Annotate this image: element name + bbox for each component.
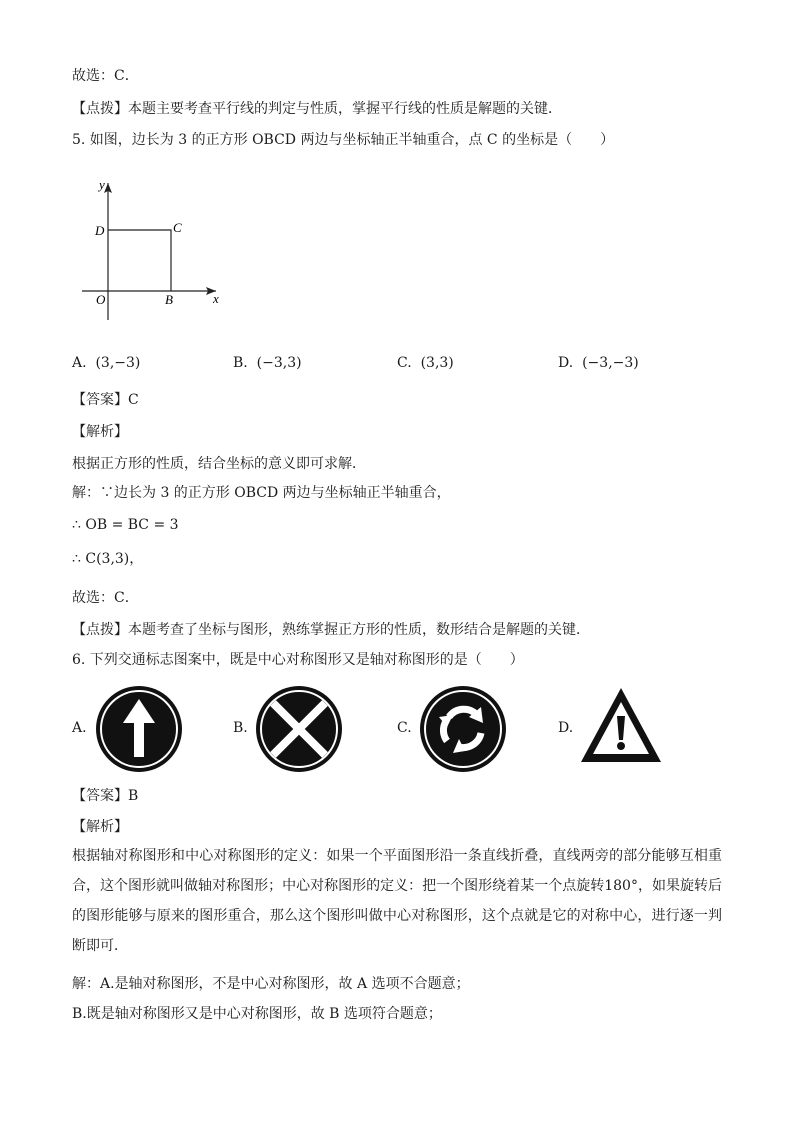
option-value: (−3,3)	[256, 355, 302, 371]
option-d	[558, 354, 639, 372]
answer-6: 【答案】B	[72, 788, 139, 804]
text-line: 解：A.是轴对称图形，不是中心对称图形，故 A 选项不合题意；	[72, 976, 470, 992]
text-line: ∴ C(3,3)，	[72, 551, 144, 567]
square-obcd	[108, 230, 171, 291]
analysis-heading: 【解析】	[72, 424, 128, 440]
label-x: x	[213, 291, 219, 306]
text-line: 解：∵边长为 3 的正方形 OBCD 两边与坐标轴正半轴重合，	[72, 485, 451, 501]
option-letter: A.	[72, 355, 87, 371]
option-letter: B.	[233, 355, 248, 371]
warning-exclamation-sign-icon	[579, 686, 663, 764]
text-line: 【点拨】本题主要考查平行线的判定与性质，掌握平行线的性质是解题的关键．	[72, 101, 562, 117]
option-c	[397, 354, 454, 372]
option-letter: C.	[397, 355, 412, 371]
option-b	[233, 354, 302, 372]
text-line: B.既是轴对称图形又是中心对称图形，故 B 选项符合题意；	[72, 1006, 442, 1022]
option-value: (−3,−3)	[582, 355, 639, 371]
label-b: B	[165, 292, 173, 307]
explanation-paragraph: 根据轴对称图形和中心对称图形的定义：如果一个平面图形沿一条直线折叠，直线两旁的部分能够互相重合，这个图形就叫做轴对称图形；中心对称图形的定义：把一个图形绕着某一个点旋转180°，如果旋转后的图形能够与原来的图形重合，那么这个图形叫做中心对称图形，这个点就是它的对称中心，进行逐一判断即可．	[72, 848, 722, 954]
text-line: ∴ OB = BC = 3	[72, 517, 179, 533]
text-line: 根据正方形的性质，结合坐标的意义即可求解．	[72, 456, 366, 472]
label-d: D	[95, 223, 105, 238]
option-letter: D.	[558, 355, 574, 371]
label-y: y	[99, 177, 105, 192]
no-stopping-x-sign-icon	[255, 685, 343, 773]
text-line: 故选：C．	[72, 590, 139, 606]
analysis-heading: 【解析】	[72, 819, 128, 835]
roundabout-sign-icon	[419, 685, 507, 773]
option-letter: D.	[558, 720, 574, 736]
answer-5: 【答案】C	[72, 392, 139, 408]
option-a	[72, 354, 140, 372]
option-value: (3,−3)	[95, 355, 141, 371]
up-arrow-sign-icon	[95, 685, 183, 773]
option-letter: A.	[72, 720, 87, 736]
question-5: 5. 如图，边长为 3 的正方形 OBCD 两边与坐标轴正半轴重合，点 C 的坐标是（ ）	[72, 132, 615, 148]
label-c: C	[173, 220, 182, 235]
question-6: 6. 下列交通标志图案中，既是中心对称图形又是轴对称图形的是（ ）	[72, 652, 524, 668]
coordinate-diagram	[78, 175, 228, 325]
option-letter: C.	[397, 720, 412, 736]
option-letter: B.	[233, 720, 248, 736]
label-o: O	[96, 292, 106, 307]
option-value: (3,3)	[420, 355, 454, 371]
text-line: 【点拨】本题考查了坐标与图形，熟练掌握正方形的性质，数形结合是解题的关键．	[72, 622, 590, 638]
text-line: 故选：C．	[72, 68, 139, 84]
